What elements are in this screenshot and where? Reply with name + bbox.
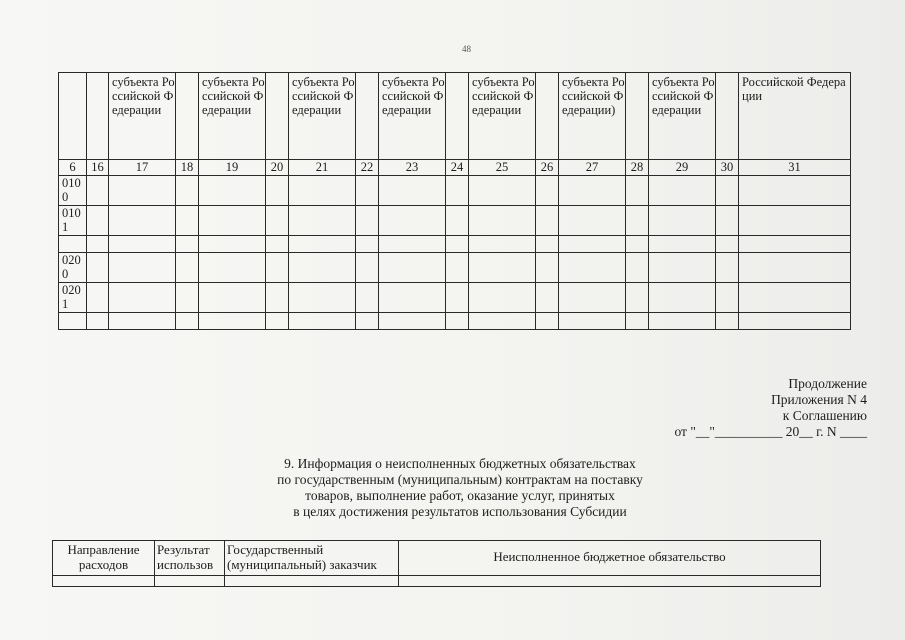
column-number: 29 xyxy=(649,160,716,176)
table-row xyxy=(59,176,851,206)
column-header-customer: Государственный (муниципальный) заказчик xyxy=(225,541,399,576)
row-code: 0101 xyxy=(59,206,87,236)
header-cell: субъекта Российской Федерации) xyxy=(559,73,626,160)
column-number: 18 xyxy=(176,160,199,176)
column-number: 23 xyxy=(379,160,446,176)
header-cell xyxy=(59,73,87,160)
column-header-direction: Направление расходов xyxy=(53,541,155,576)
page-number: 48 xyxy=(462,44,471,54)
header-cell: субъекта Российской Федерации xyxy=(649,73,716,160)
section-title-line: товаров, выполнение работ, оказание услуг, принятых xyxy=(305,488,615,503)
header-cell: Российской Федерации xyxy=(739,73,851,160)
column-number: 25 xyxy=(469,160,536,176)
header-cell xyxy=(87,73,109,160)
header-cell xyxy=(626,73,649,160)
column-number: 31 xyxy=(739,160,851,176)
column-number: 27 xyxy=(559,160,626,176)
appendix-label: Приложения N 4 xyxy=(771,392,867,407)
column-number: 30 xyxy=(716,160,739,176)
budget-table-top xyxy=(58,72,851,330)
header-cell xyxy=(266,73,289,160)
column-number: 28 xyxy=(626,160,649,176)
column-number: 20 xyxy=(266,160,289,176)
column-number: 19 xyxy=(199,160,266,176)
section-title-line: в целях достижения результатов использования Субсидии xyxy=(293,504,627,519)
column-number: 26 xyxy=(536,160,559,176)
table-row xyxy=(59,206,851,236)
section-title-line: по государственным (муниципальным) контрактам на поставку xyxy=(277,472,643,487)
continuation-label: Продолжение xyxy=(788,376,867,391)
header-cell: субъекта Российской Федерации xyxy=(379,73,446,160)
header-cell: субъекта Российской Федерации xyxy=(109,73,176,160)
column-number: 16 xyxy=(87,160,109,176)
section-title xyxy=(200,456,720,520)
section-title-line: 9. Информация о неисполненных бюджетных обязательствах xyxy=(284,456,636,471)
header-cell: субъекта Российской Федерации xyxy=(199,73,266,160)
obligations-table xyxy=(52,540,821,587)
header-row xyxy=(59,73,851,160)
header-cell xyxy=(356,73,379,160)
table-row xyxy=(59,313,851,330)
column-header-result: Результат использов xyxy=(155,541,225,576)
header-cell xyxy=(716,73,739,160)
header-cell xyxy=(446,73,469,160)
header-cell: субъекта Российской Федерации xyxy=(469,73,536,160)
column-number: 21 xyxy=(289,160,356,176)
table-row xyxy=(59,283,851,313)
row-code: 0100 xyxy=(59,176,87,206)
column-number: 22 xyxy=(356,160,379,176)
table-row xyxy=(59,253,851,283)
row-code xyxy=(59,236,87,253)
row-code: 0200 xyxy=(59,253,87,283)
row-code: 0201 xyxy=(59,283,87,313)
header-cell xyxy=(536,73,559,160)
agreement-label: к Соглашению xyxy=(782,408,867,423)
continuation-block xyxy=(674,376,867,440)
column-number: 24 xyxy=(446,160,469,176)
row-code xyxy=(59,313,87,330)
column-header-obligation: Неисполненное бюджетное обязательство xyxy=(399,541,821,576)
column-number: 17 xyxy=(109,160,176,176)
column-number: 6 xyxy=(59,160,87,176)
header-cell xyxy=(176,73,199,160)
header-cell: субъекта Российской Федерации xyxy=(289,73,356,160)
column-number-row xyxy=(59,160,851,176)
agreement-date-line: от "__"__________ 20__ г. N ____ xyxy=(674,424,867,439)
table-row xyxy=(59,236,851,253)
